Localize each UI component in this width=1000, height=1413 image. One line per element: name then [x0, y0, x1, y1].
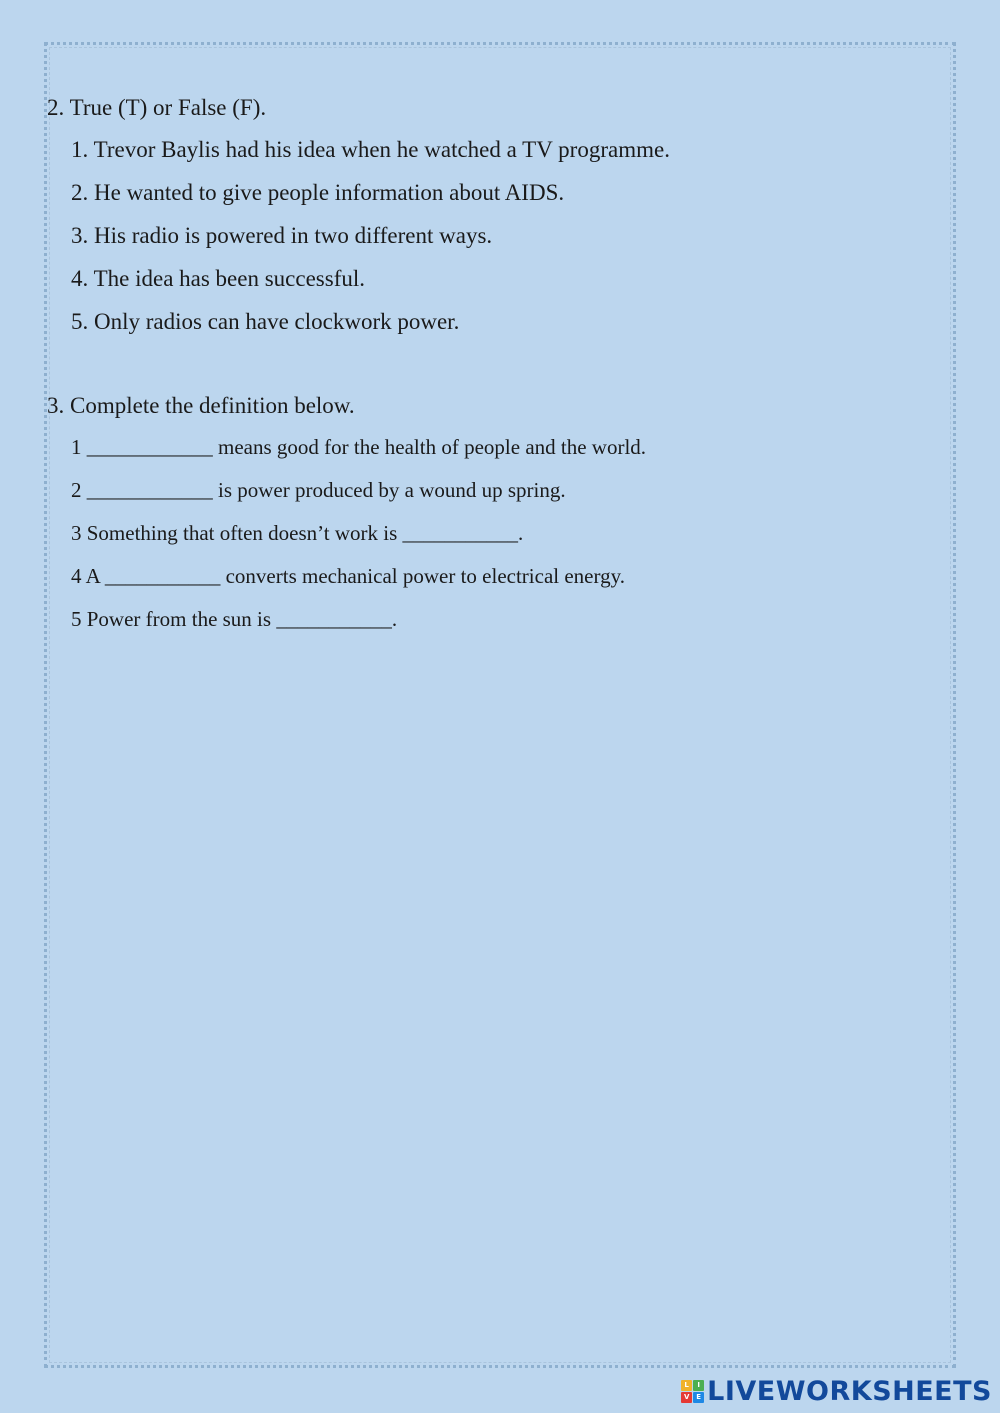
definition-item: 4 A ___________ converts mechanical power to electrical energy.	[71, 564, 625, 588]
statement-item: 3. His radio is powered in two different ways.	[71, 223, 493, 248]
logo-letter: I	[693, 1380, 704, 1391]
definition-section	[47, 391, 927, 648]
logo-letter: E	[693, 1392, 704, 1403]
brand-name: LIVEWORKSHEETS	[707, 1375, 992, 1407]
logo-mark-icon	[681, 1380, 704, 1403]
statement-item: 1. Trevor Baylis had his idea when he watched a TV programme.	[71, 137, 670, 162]
statement-item: 4. The idea has been successful.	[71, 266, 366, 291]
statement-item: 2. He wanted to give people information about AIDS.	[71, 180, 565, 205]
true-false-section	[47, 93, 927, 350]
definition-item: 1 ____________ means good for the health of people and the world.	[71, 435, 647, 459]
definition-item: 2 ____________ is power produced by a wound up spring.	[71, 478, 566, 502]
definition-item: 3 Something that often doesn’t work is ___________.	[71, 521, 524, 545]
logo-letter: V	[681, 1392, 692, 1403]
statement-item: 5. Only radios can have clockwork power.	[71, 309, 460, 334]
liveworksheets-logo	[681, 1375, 992, 1407]
definition-item: 5 Power from the sun is ___________.	[71, 607, 398, 631]
logo-letter: L	[681, 1380, 692, 1391]
section-heading: 2. True (T) or False (F).	[47, 95, 267, 120]
section-heading: 3. Complete the definition below.	[47, 393, 355, 418]
